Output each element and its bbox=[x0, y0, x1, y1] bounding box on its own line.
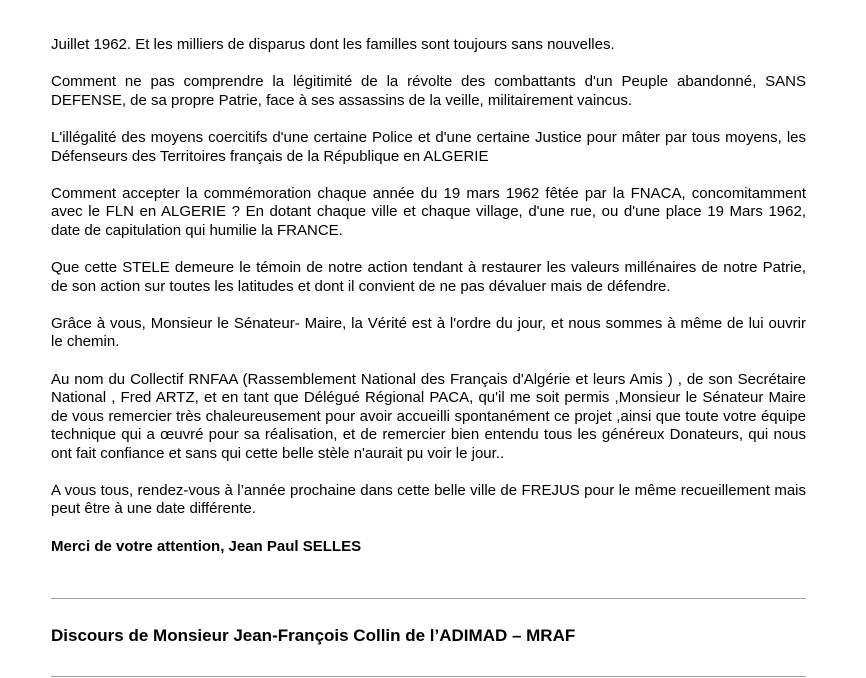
next-section-heading: Discours de Monsieur Jean-François Collin de l’ADIMAD – MRAF bbox=[51, 626, 576, 645]
paragraph-disparus: Juillet 1962. Et les milliers de disparus dont les familles sont toujours sans nouvelles. bbox=[51, 36, 615, 53]
paragraph-remerciements: Au nom du Collectif RNFAA (Rassemblement National des Français d'Algérie et leurs Amis ) , de son Secrétaire National , Fred ARTZ, et en tant que Délégué Régional PACA, qu'il me soit permis ,Monsieur le Sénateur Maire de vous remercier très chaleureusement pour avoir accueilli spontanément ce projet ,ainsi que toute votre équipe technique qui a œuvré pour sa réalisation, et de remercier bien entendu tous les généreux Donateurs, qui nous ont fait confiance et sans qui cette belle stèle n'aurait pu voir le jour.. bbox=[51, 370, 806, 462]
paragraph-senateur: Grâce à vous, Monsieur le Sénateur- Maire, la Vérité est à l'ordre du jour, et nous sommes à même de lui ouvrir le chemin. bbox=[51, 315, 806, 351]
paragraph-stele: Que cette STELE demeure le témoin de notre action tendant à restaurer les valeurs millénaires de notre Patrie, de son action sur toutes les latitudes et dont il convient de ne pas dévaluer mais de défendre. bbox=[51, 259, 806, 295]
section-divider-top bbox=[51, 598, 806, 599]
paragraph-illegalite: L'illégalité des moyens coercitifs d'une certaine Police et d'une certaine Justice pour mâter par tous moyens, les Défenseurs des Territoires français de la République en ALGERIE bbox=[51, 129, 806, 165]
article-body bbox=[51, 36, 806, 556]
paragraph-commemoration: Comment accepter la commémoration chaque année du 19 mars 1962 fêtée par la FNACA, concomitamment avec le FLN en ALGERIE ? En dotant chaque ville et chaque village, d'une rue, ou d'une place 19 Mars 1962, date de capitulation qui humilie la FRANCE. bbox=[51, 185, 806, 239]
paragraph-revolte: Comment ne pas comprendre la légitimité de la révolte des combattants d'un Peuple abandonné, SANS DEFENSE, de sa propre Patrie, face à ses assassins de la veille, militairement vaincus. bbox=[51, 73, 806, 109]
signature: Merci de votre attention, Jean Paul SELLES bbox=[51, 537, 362, 555]
section-divider-bottom bbox=[51, 676, 806, 677]
paragraph-rendez-vous: A vous tous, rendez-vous à l’année prochaine dans cette belle ville de FREJUS pour le même recueillement mais peut être à une date différente. bbox=[51, 481, 806, 518]
